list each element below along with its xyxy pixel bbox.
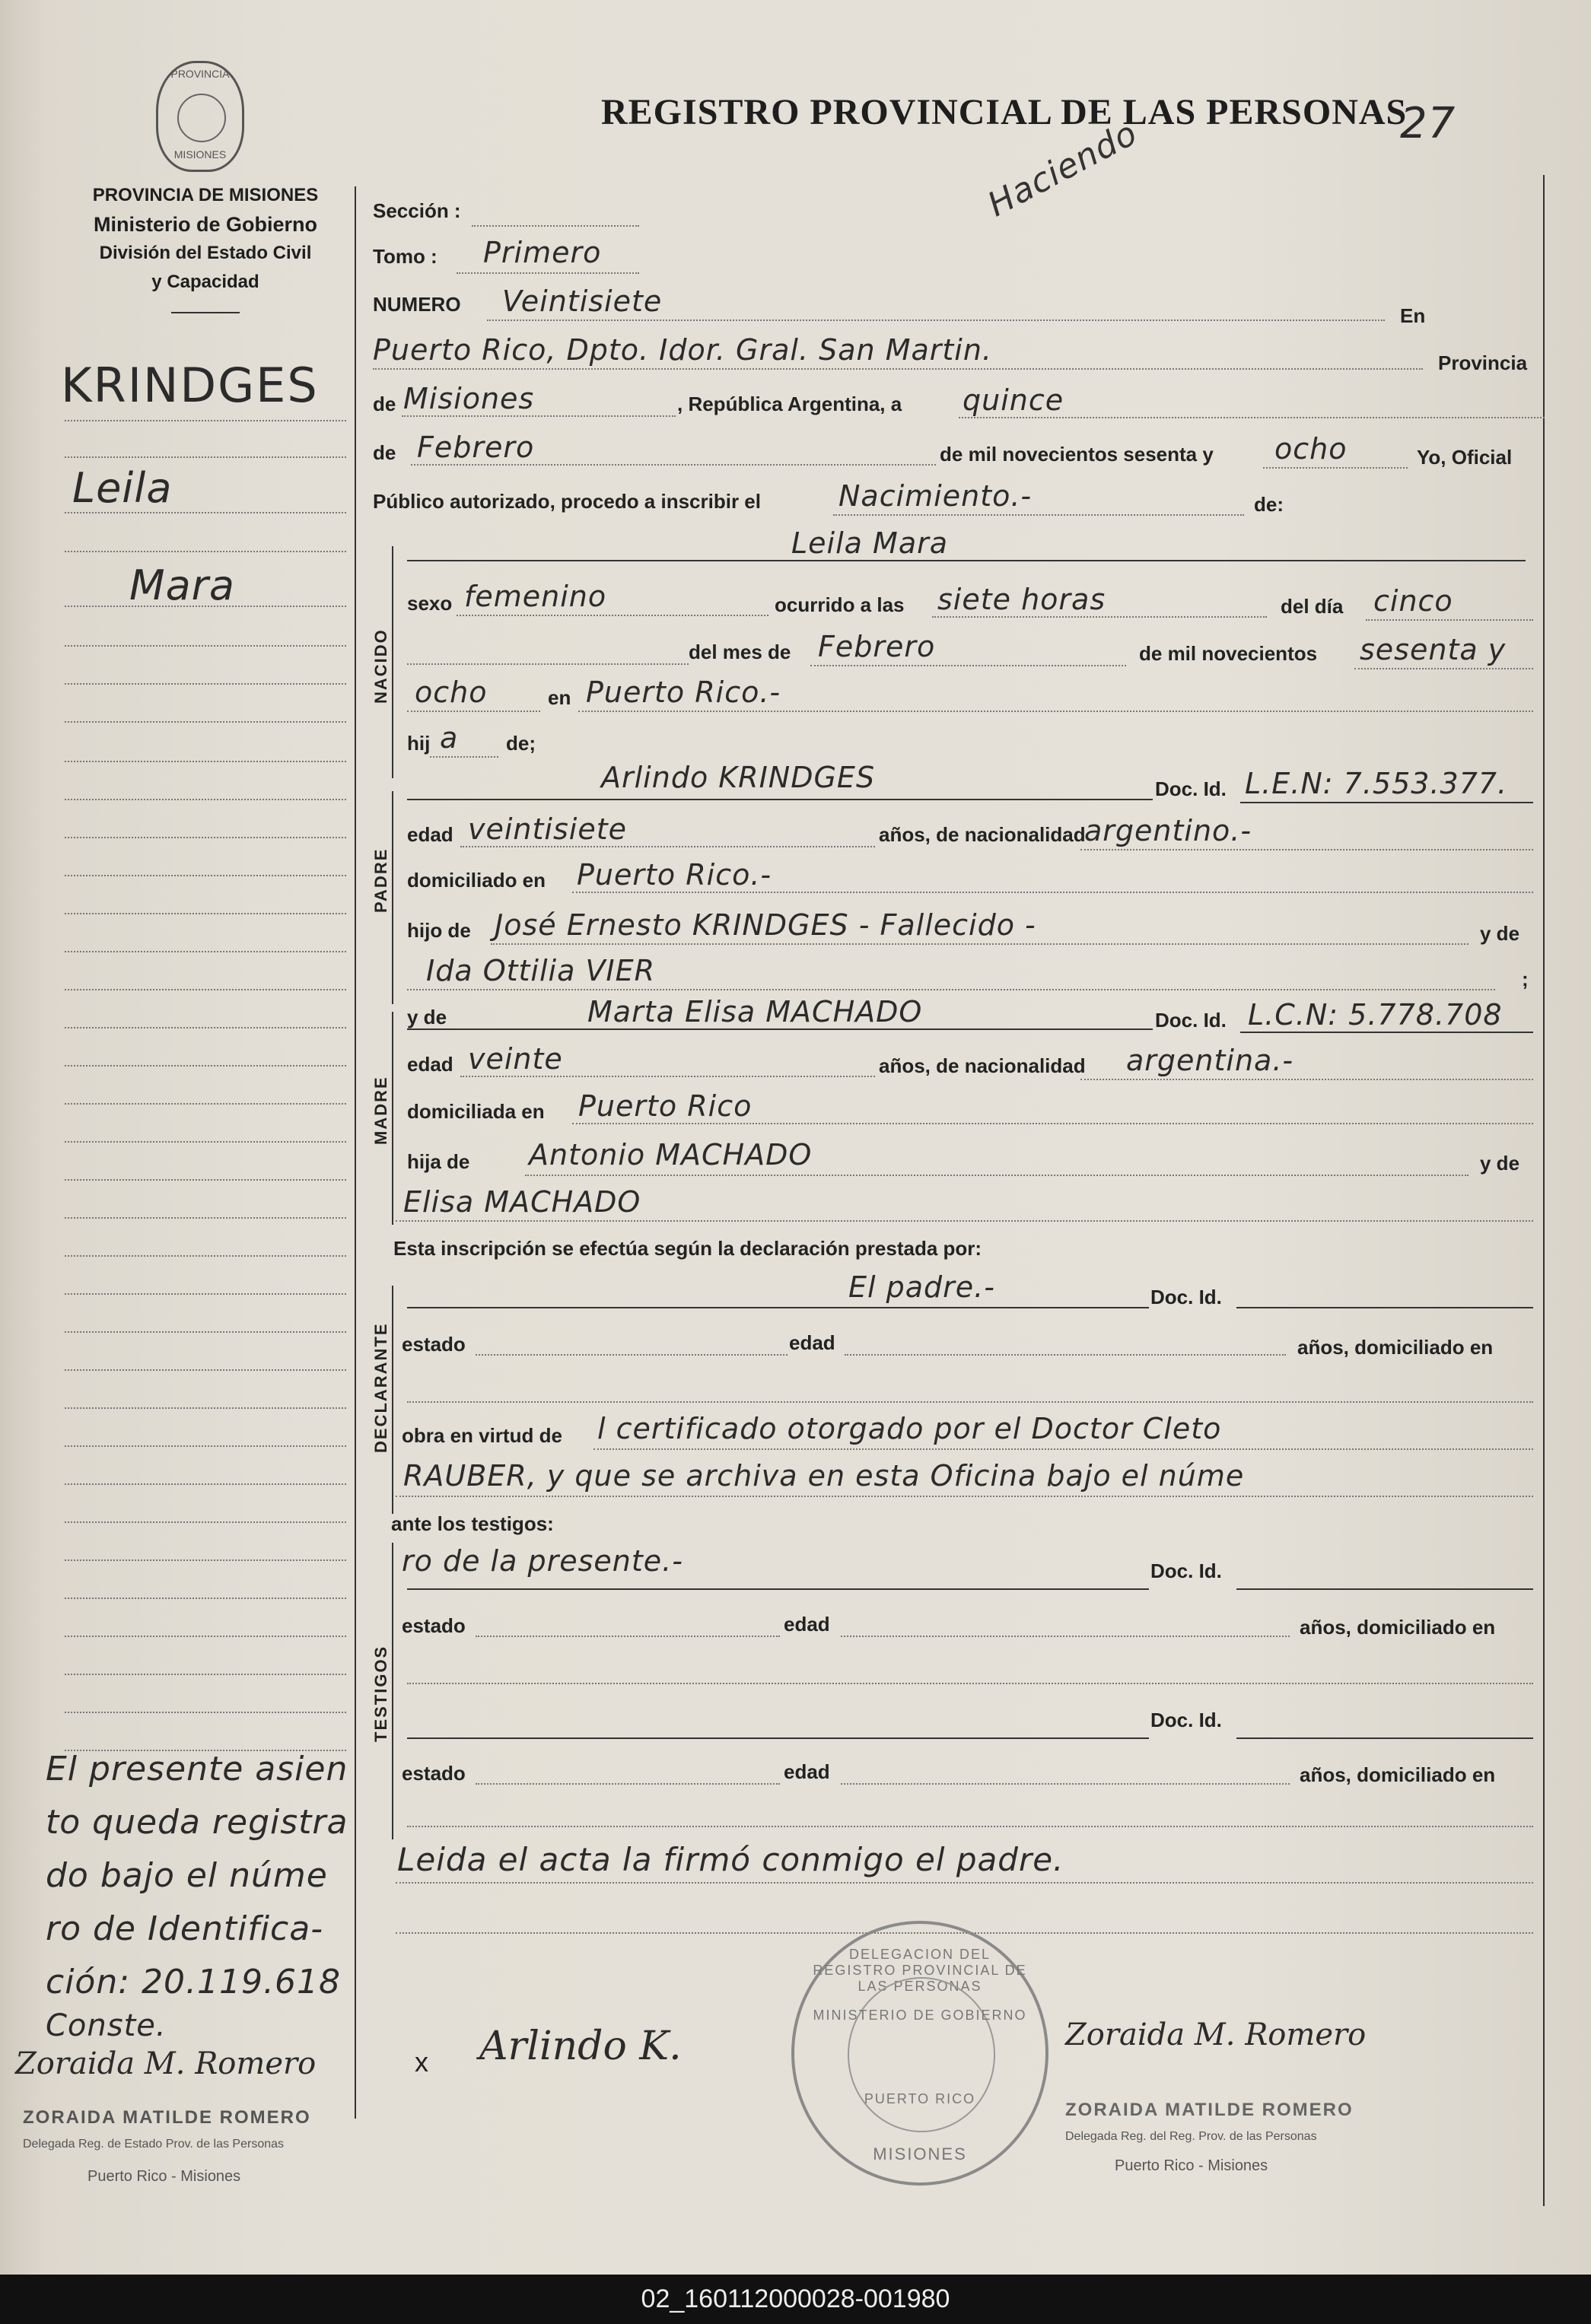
nacido-de-label: de; bbox=[506, 732, 536, 755]
header-line-2: Ministerio de Gobierno bbox=[93, 213, 318, 236]
padre-dom-label: domiciliado en bbox=[407, 869, 546, 892]
sidebar-official-name: ZORAIDA MATILDE ROMERO bbox=[23, 2107, 311, 2128]
stamp-outer-text: DELEGACION DEL REGISTRO PROVINCIAL DE LAS PERSONAS bbox=[813, 1947, 1027, 1994]
nacido-place-value: Puerto Rico.- bbox=[586, 676, 781, 709]
sidebar-divider bbox=[355, 186, 356, 2119]
footer-id-bar bbox=[0, 2275, 1591, 2324]
madre-name: Marta Elisa MACHADO bbox=[587, 995, 923, 1028]
publico-label: Público autorizado, procedo a inscribir el bbox=[373, 490, 761, 513]
testigo2-doc-line bbox=[1236, 1737, 1533, 1739]
declarante-section-label: DECLARANTE bbox=[371, 1322, 390, 1453]
nacido-month-value: Febrero bbox=[818, 630, 936, 663]
header-line-1: PROVINCIA DE MISIONES bbox=[92, 185, 319, 205]
provincia-value: Misiones bbox=[403, 382, 535, 415]
official-stamp bbox=[791, 1921, 1048, 2186]
nacido-day-value: cinco bbox=[1373, 584, 1453, 618]
note-line-2: to queda registra bbox=[46, 1803, 348, 1842]
obra-value-3: ro de la presente.- bbox=[402, 1544, 683, 1578]
madre-dom-value: Puerto Rico bbox=[578, 1089, 753, 1123]
numero-value: Veintisiete bbox=[502, 285, 663, 318]
official-place: Puerto Rico - Misiones bbox=[1115, 2157, 1268, 2174]
de2-label: de bbox=[373, 441, 396, 464]
testigo1-name-line bbox=[407, 1588, 1149, 1590]
official-name: ZORAIDA MATILDE ROMERO bbox=[1065, 2100, 1354, 2120]
madre-y-de2-label: y de bbox=[1480, 1152, 1520, 1175]
stamp-place: PUERTO RICO bbox=[864, 2091, 976, 2106]
padre-doc-label: Doc. Id. bbox=[1155, 777, 1227, 800]
obra-label: obra en virtud de bbox=[402, 1424, 562, 1447]
month-value: Febrero bbox=[417, 431, 535, 464]
day-value: quince bbox=[963, 383, 1064, 417]
hour-value: siete horas bbox=[937, 583, 1106, 616]
mes-label: del mes de bbox=[689, 641, 791, 663]
madre-name-line bbox=[407, 1028, 1153, 1030]
madre-doc-line bbox=[1240, 1032, 1533, 1033]
madre-bracket bbox=[392, 1012, 393, 1225]
madre-edad-label: edad bbox=[407, 1053, 453, 1076]
declarante-doc-line bbox=[1236, 1307, 1533, 1308]
testigo2-doc-label: Doc. Id. bbox=[1150, 1709, 1222, 1731]
padre-nac-label: años, de nacionalidad bbox=[879, 823, 1086, 846]
nacido-name: Leila Mara bbox=[791, 526, 949, 560]
nacido-name-line bbox=[407, 560, 1526, 561]
document-title: REGISTRO PROVINCIAL DE LAS PERSONAS bbox=[601, 92, 1408, 132]
nacido-year-value-1: sesenta y bbox=[1360, 633, 1507, 666]
testigo2-estado-label: estado bbox=[402, 1762, 466, 1785]
father-signature: Arlindo K. bbox=[479, 2024, 682, 2069]
sexo-label: sexo bbox=[407, 592, 453, 615]
nacido-year-value-2: ocho bbox=[415, 676, 488, 709]
declarante-bracket bbox=[392, 1286, 393, 1514]
del-dia-label: del día bbox=[1281, 595, 1344, 618]
madre-hija-label: hija de bbox=[407, 1150, 470, 1173]
padre-nac-value: argentino.- bbox=[1084, 814, 1252, 847]
header-line-3: División del Estado Civil bbox=[99, 243, 312, 263]
tomo-value: Primero bbox=[483, 236, 602, 269]
en-label: En bbox=[1400, 304, 1426, 327]
sidebar-signature: Zoraida M. Romero bbox=[15, 2046, 317, 2081]
padre-bracket bbox=[392, 791, 393, 1004]
nacido-bracket bbox=[392, 546, 393, 778]
testigos-intro: ante los testigos: bbox=[391, 1512, 554, 1535]
padre-semicolon: ; bbox=[1522, 968, 1529, 990]
testigo2-edad-label: edad bbox=[784, 1760, 830, 1783]
note-line-3: do bajo el núme bbox=[46, 1856, 328, 1895]
ocurrido-label: ocurrido a las bbox=[775, 593, 905, 616]
hij-value: a bbox=[440, 721, 459, 755]
stamp-inner-text: MINISTERIO DE GOBIERNO bbox=[813, 2008, 1027, 2023]
province-seal bbox=[156, 61, 244, 172]
madre-section-label: MADRE bbox=[371, 1076, 390, 1145]
padre-edad-label: edad bbox=[407, 823, 453, 846]
republica-label: , República Argentina, a bbox=[677, 393, 902, 415]
madre-doc-label: Doc. Id. bbox=[1155, 1009, 1227, 1032]
de3-label: de: bbox=[1254, 493, 1284, 516]
note-line-5: ción: 20.119.618 bbox=[46, 1963, 341, 2001]
padre-doc-value: L.E.N: 7.553.377. bbox=[1245, 767, 1508, 800]
testigo2-name-line bbox=[407, 1737, 1149, 1739]
nacido-year-label: de mil novecientos bbox=[1139, 642, 1318, 665]
testigo1-estado-label: estado bbox=[402, 1614, 466, 1637]
footer-id: 02_160112000028-001980 bbox=[641, 2284, 950, 2313]
official-signature: Zoraida M. Romero bbox=[1065, 2017, 1367, 2052]
right-border bbox=[1543, 175, 1545, 2206]
surname: KRINDGES bbox=[61, 358, 319, 413]
declarante-dom-label: años, domiciliado en bbox=[1297, 1336, 1494, 1359]
madre-y-de-label: y de bbox=[407, 1006, 447, 1028]
padre-hijo-value: José Ernesto KRINDGES - Fallecido - bbox=[495, 908, 1036, 942]
testigo1-dom-label: años, domiciliado en bbox=[1300, 1616, 1496, 1639]
declarante-name-line bbox=[407, 1307, 1149, 1308]
stamp-bottom: MISIONES bbox=[873, 2144, 967, 2163]
padre-hijo-label: hijo de bbox=[407, 919, 471, 942]
padre-mother-value: Ida Ottilia VIER bbox=[426, 954, 656, 987]
padre-name: Arlindo KRINDGES bbox=[601, 761, 876, 794]
year-value: ocho bbox=[1274, 432, 1348, 466]
madre-edad-value: veinte bbox=[468, 1042, 563, 1076]
padre-name-line bbox=[407, 799, 1153, 800]
official-role: Delegada Reg. del Reg. Prov. de las Personas bbox=[1065, 2130, 1317, 2143]
padre-dom-value: Puerto Rico.- bbox=[577, 858, 772, 892]
seal-text-bottom: MISIONES bbox=[173, 148, 227, 161]
seal-emblem-icon bbox=[177, 94, 226, 142]
obra-value-2: RAUBER, y que se archiva en esta Oficina bajo el núme bbox=[403, 1459, 1245, 1493]
provincia-label: Provincia bbox=[1438, 351, 1528, 374]
place-value: Puerto Rico, Dpto. Idor. Gral. San Martin. bbox=[373, 333, 993, 367]
nacido-en-label: en bbox=[548, 686, 571, 709]
sexo-value: femenino bbox=[464, 580, 607, 613]
testigo1-edad-label: edad bbox=[784, 1613, 830, 1636]
madre-nac-value: argentina.- bbox=[1126, 1044, 1294, 1077]
declarante-estado-label: estado bbox=[402, 1333, 466, 1356]
numero-label: NUMERO bbox=[373, 293, 461, 316]
middle-name: Mara bbox=[129, 561, 235, 609]
testigos-section-label: TESTIGOS bbox=[371, 1645, 390, 1742]
madre-dom-label: domiciliada en bbox=[407, 1100, 545, 1123]
seccion-label: Sección : bbox=[373, 199, 461, 222]
header-line-4: y Capacidad bbox=[151, 272, 259, 292]
first-name: Leila bbox=[72, 464, 173, 512]
padre-doc-line bbox=[1240, 802, 1533, 803]
tomo-label: Tomo : bbox=[373, 245, 438, 268]
testigo1-doc-label: Doc. Id. bbox=[1150, 1559, 1222, 1582]
year-label: de mil novecientos sesenta y bbox=[940, 443, 1214, 466]
act-value: Nacimiento.- bbox=[838, 479, 1033, 513]
header-divider bbox=[171, 312, 240, 313]
padre-edad-value: veintisiete bbox=[468, 812, 627, 846]
madre-mother-value: Elisa MACHADO bbox=[403, 1185, 641, 1219]
declarante-doc-label: Doc. Id. bbox=[1150, 1286, 1222, 1308]
nacido-section-label: NACIDO bbox=[371, 628, 390, 704]
madre-nac-label: años, de nacionalidad bbox=[879, 1054, 1086, 1077]
x-mark: x bbox=[415, 2046, 428, 2078]
stamp-inner-ring bbox=[848, 1977, 995, 2132]
declarante-edad-label: edad bbox=[789, 1331, 835, 1354]
closing-text: Leida el acta la firmó conmigo el padre. bbox=[397, 1841, 1064, 1878]
oficial-label: Yo, Oficial bbox=[1417, 446, 1513, 469]
top-signature: Haciendo bbox=[982, 113, 1144, 225]
seal-text-top: PROVINCIA bbox=[170, 68, 230, 80]
de-label: de bbox=[373, 393, 396, 415]
padre-section-label: PADRE bbox=[371, 847, 390, 913]
testigos-bracket bbox=[392, 1543, 393, 1839]
note-line-1: El presente asien bbox=[46, 1750, 348, 1788]
sidebar-header bbox=[46, 181, 365, 297]
page-number: 27 bbox=[1400, 99, 1456, 148]
madre-doc-value: L.C.N: 5.778.708 bbox=[1248, 998, 1503, 1032]
note-line-6: Conste. bbox=[46, 2008, 167, 2043]
declarante-name: El padre.- bbox=[848, 1270, 995, 1304]
madre-hija-value: Antonio MACHADO bbox=[529, 1138, 813, 1172]
declarante-intro: Esta inscripción se efectúa según la declaración prestada por: bbox=[393, 1237, 982, 1260]
sidebar-official-place: Puerto Rico - Misiones bbox=[88, 2168, 241, 2185]
sidebar-official-role: Delegada Reg. de Estado Prov. de las Personas bbox=[23, 2138, 285, 2151]
obra-value-1: l certificado otorgado por el Doctor Cleto bbox=[597, 1412, 1222, 1445]
padre-y-de-label: y de bbox=[1480, 922, 1520, 945]
hij-label: hij bbox=[407, 732, 431, 755]
testigo2-dom-label: años, domiciliado en bbox=[1300, 1763, 1496, 1786]
note-line-4: ro de Identifica- bbox=[46, 1909, 324, 1948]
testigo1-doc-line bbox=[1236, 1588, 1533, 1590]
